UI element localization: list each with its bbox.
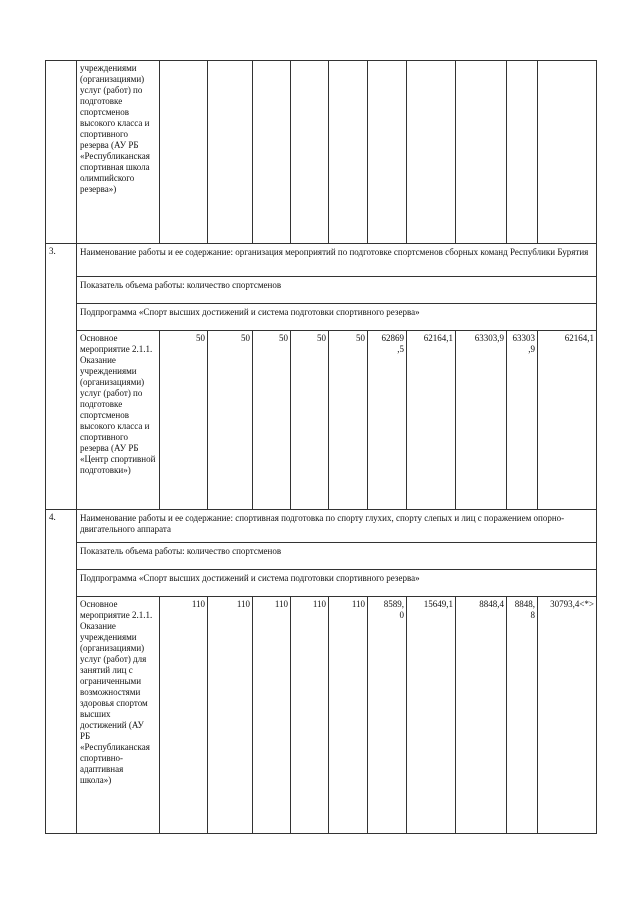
section-3-header-row: [46, 244, 597, 277]
value-cell-2: 110: [208, 597, 253, 834]
value-cell-4: 110: [291, 597, 329, 834]
section-3-subprogram-row: [46, 304, 597, 331]
value-cell: [507, 61, 538, 244]
value-cell-2: 50: [208, 331, 253, 510]
section-3-work-title: Наименование работы и ее содержание: организация мероприятий по подготовке спортсменов сборных команд Республики Бурятия: [77, 244, 597, 277]
value-cell-8: 8848,4: [456, 597, 507, 834]
value-cell-1: 110: [160, 597, 208, 834]
value-cell-6: 62869 ,5: [368, 331, 407, 510]
value-cell-4: 50: [291, 331, 329, 510]
value-cell-5: 110: [329, 597, 368, 834]
value-cell-3: 110: [253, 597, 291, 834]
value-cell: [538, 61, 597, 244]
program-table: [45, 60, 597, 834]
section-4-indicator: Показатель объема работы: количество спортсменов: [77, 543, 597, 570]
value-cell-8: 63303,9: [456, 331, 507, 510]
value-cell-6: 8589, 0: [368, 597, 407, 834]
section-4-activity-row: [46, 597, 597, 834]
section-4-subprogram-row: [46, 570, 597, 597]
table-row-continuation: [46, 61, 597, 244]
value-cell-10: 30793,4<*>: [538, 597, 597, 834]
section-4-work-title: Наименование работы и ее содержание: спортивная подготовка по спорту глухих, спорту слепых и лиц с поражением опорно-двигательного аппарата: [77, 510, 597, 543]
value-cell-9: 8848, 8: [507, 597, 538, 834]
section-3-activity-row: [46, 331, 597, 510]
value-cell-3: 50: [253, 331, 291, 510]
value-cell: [208, 61, 253, 244]
value-cell: [253, 61, 291, 244]
value-cell: [456, 61, 507, 244]
section-4-header-row: [46, 510, 597, 543]
value-cell-7: 15649,1: [407, 597, 456, 834]
section-3-subprogram: Подпрограмма «Спорт высших достижений и система подготовки спортивного резерва»: [77, 304, 597, 331]
value-cell-1: 50: [160, 331, 208, 510]
activity-name-cell: Основное мероприятие 2.1.1. Оказание учреждениями (организациями) услуг (работ) по подготовке спортсменов высокого класса и спортивного резерва (АУ РБ «Центр спортивной подготовки»): [77, 331, 160, 510]
value-cell: [329, 61, 368, 244]
section-3-number: 3.: [46, 244, 77, 510]
value-cell-10: 62164,1: [538, 331, 597, 510]
value-cell: [291, 61, 329, 244]
value-cell-9: 63303 ,9: [507, 331, 538, 510]
value-cell: [407, 61, 456, 244]
activity-name-cell: учреждениями (организациями) услуг (работ) по подготовке спортсменов высокого класса и спортивного резерва (АУ РБ «Республиканская спортивная школа олимпийского резерва»): [77, 61, 160, 244]
value-cell-5: 50: [329, 331, 368, 510]
value-cell: [368, 61, 407, 244]
section-3-indicator: Показатель объема работы: количество спортсменов: [77, 277, 597, 304]
section-4-subprogram: Подпрограмма «Спорт высших достижений и система подготовки спортивного резерва»: [77, 570, 597, 597]
section-3-indicator-row: [46, 277, 597, 304]
section-4-indicator-row: [46, 543, 597, 570]
value-cell-7: 62164,1: [407, 331, 456, 510]
section-4-number: 4.: [46, 510, 77, 834]
activity-name-cell: Основное мероприятие 2.1.1. Оказание учреждениями (организациями) услуг (работ) для занятий лиц с ограниченными возможностями здоровья спортом высших достижений (АУ РБ «Республиканская спортивно-адаптивная школа»): [77, 597, 160, 834]
row-number-cell: [46, 61, 77, 244]
value-cell: [160, 61, 208, 244]
